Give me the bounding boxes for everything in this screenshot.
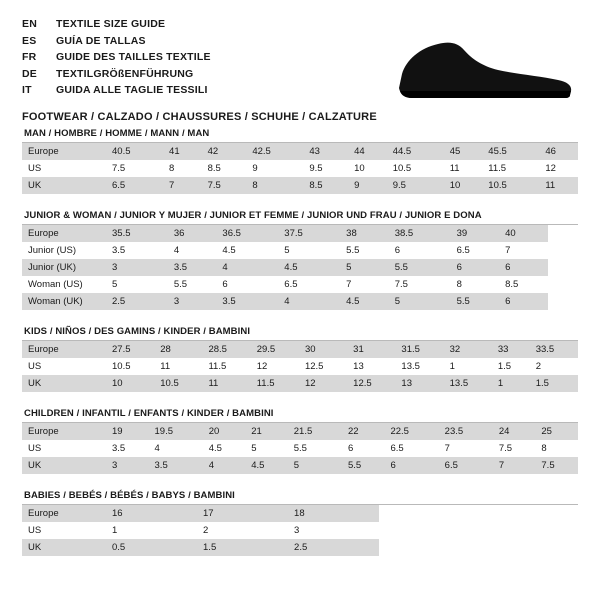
table-row (22, 522, 578, 539)
size-cell: 29.5 (251, 341, 299, 358)
size-cell: 1 (492, 375, 530, 392)
size-cell: 8.5 (505, 279, 519, 290)
empty-cell (464, 505, 492, 522)
row-label: US (28, 361, 42, 372)
size-cell: 3.5 (112, 245, 126, 256)
size-cell: 5 (340, 259, 389, 276)
size-cell: 9 (252, 163, 258, 174)
size-cell: 42.5 (246, 143, 303, 160)
size-cell: 28.5 (202, 341, 250, 358)
size-cell: 33 (492, 341, 530, 358)
size-cell: 2.5 (106, 293, 168, 310)
size-cell: 46 (539, 143, 578, 160)
size-cell: 7.5 (112, 163, 126, 174)
size-cell: 33.5 (530, 341, 578, 358)
size-table (22, 505, 578, 556)
size-table (22, 423, 578, 474)
size-cell: 8 (169, 163, 175, 174)
empty-cell (436, 539, 464, 556)
empty-cell (549, 539, 578, 556)
empty-cell (548, 259, 563, 276)
size-cell: 42 (202, 143, 247, 160)
size-cell: 12.5 (304, 361, 324, 372)
empty-cell (548, 242, 563, 259)
language-code: IT (22, 84, 32, 96)
size-cell: 2 (203, 525, 209, 536)
empty-cell (563, 225, 578, 242)
size-block (22, 128, 578, 194)
size-cell: 5 (112, 279, 118, 290)
size-cell: 1.5 (497, 361, 512, 372)
size-cell: 11.5 (251, 375, 299, 392)
dress-shoe-icon (394, 34, 574, 104)
size-cell: 10.5 (392, 163, 412, 174)
size-cell: 10.5 (154, 375, 202, 392)
size-cell: 11.5 (488, 163, 507, 174)
size-cell: 10.5 (482, 177, 539, 194)
row-label: Woman (US) (28, 279, 83, 290)
table-row (22, 225, 578, 242)
size-cell: 22 (342, 423, 385, 440)
size-cell: 5.5 (451, 293, 500, 310)
size-cell: 6 (222, 279, 228, 290)
language-title: GUIDE DES TAILLES TEXTILE (56, 51, 211, 63)
size-cell: 44.5 (387, 143, 444, 160)
size-cell: 6.5 (390, 443, 404, 454)
size-table (22, 341, 578, 392)
size-cell: 45 (444, 143, 483, 160)
size-cell: 4.5 (340, 293, 389, 310)
row-label: Woman (UK) (22, 293, 106, 310)
empty-cell (493, 522, 521, 539)
size-cell: 10.5 (112, 361, 131, 372)
size-cell: 6 (347, 443, 354, 454)
table-row (22, 423, 578, 440)
size-block-title: CHILDREN / INFANTIL / ENFANTS / KINDER / BAMBINI (24, 408, 274, 419)
size-block-title: MAN / HOMBRE / HOMME / MANN / MAN (24, 128, 210, 139)
row-label: Europe (22, 225, 106, 242)
size-cell: 18 (288, 505, 379, 522)
size-cell: 11 (449, 163, 460, 174)
table-row (22, 341, 578, 358)
size-cell: 8 (456, 279, 462, 290)
size-cell: 13 (353, 361, 364, 372)
size-table (22, 143, 578, 194)
empty-cell (521, 505, 549, 522)
size-block-title: KIDS / NIÑOS / DES GAMINS / KINDER / BAMBINI (24, 326, 251, 337)
size-cell: 12 (256, 361, 268, 372)
row-label: Europe (22, 505, 106, 522)
size-cell: 7.5 (394, 279, 408, 290)
size-cell: 12 (545, 163, 556, 174)
row-label: Europe (22, 143, 106, 160)
size-cell: 38.5 (389, 225, 451, 242)
size-cell: 3 (106, 457, 149, 474)
size-cell: 32 (444, 341, 492, 358)
row-label: UK (22, 457, 106, 474)
size-cell: 12.5 (347, 375, 395, 392)
row-label: Junior (US) (28, 245, 77, 256)
size-cell: 35.5 (106, 225, 168, 242)
size-cell: 5 (284, 245, 290, 256)
language-title: TEXTILE SIZE GUIDE (56, 18, 166, 30)
empty-cell (563, 242, 578, 259)
row-label: UK (22, 539, 106, 556)
size-cell: 6.5 (439, 457, 493, 474)
size-cell: 41 (163, 143, 202, 160)
size-cell: 6.5 (106, 177, 163, 194)
empty-cell (521, 539, 549, 556)
language-row (22, 49, 211, 66)
size-cell: 2 (535, 361, 541, 372)
size-cell: 5.5 (293, 443, 307, 454)
size-cell: 7 (163, 177, 202, 194)
size-cell: 31 (347, 341, 395, 358)
table-row (22, 259, 578, 276)
size-cell: 4 (216, 259, 278, 276)
empty-cell (548, 276, 563, 293)
row-label: US (28, 163, 42, 174)
size-cell: 6 (394, 245, 400, 256)
size-cell: 31.5 (395, 341, 443, 358)
size-cell: 3 (294, 525, 300, 536)
size-cell: 21 (245, 423, 288, 440)
table-row (22, 293, 578, 310)
size-cell: 2.5 (288, 539, 379, 556)
size-cell: 3.5 (149, 457, 203, 474)
size-cell: 1 (112, 525, 118, 536)
size-cell: 1 (449, 361, 455, 372)
empty-cell (493, 505, 521, 522)
size-cell: 9 (348, 177, 387, 194)
size-cell: 13.5 (401, 361, 420, 372)
size-cell: 25 (535, 423, 578, 440)
size-block (22, 490, 578, 556)
size-cell: 27.5 (106, 341, 154, 358)
row-label: Europe (22, 423, 106, 440)
size-cell: 5.5 (173, 279, 188, 290)
size-cell: 24 (493, 423, 536, 440)
row-label: UK (22, 375, 106, 392)
row-label: US (28, 525, 42, 536)
empty-cell (407, 522, 435, 539)
table-row (22, 276, 578, 293)
language-title-list (22, 16, 211, 99)
table-row (22, 375, 578, 392)
size-cell: 44 (348, 143, 387, 160)
size-cell: 7 (444, 443, 450, 454)
size-cell: 4.5 (278, 259, 340, 276)
size-cell: 37.5 (278, 225, 340, 242)
size-cell: 7 (493, 457, 536, 474)
size-cell: 10 (444, 177, 483, 194)
language-title: TEXTILGRÖßENFÜHRUNG (56, 67, 194, 80)
size-blocks (22, 128, 578, 556)
row-label: Europe (22, 341, 106, 358)
size-cell: 22.5 (384, 423, 438, 440)
size-cell: 4 (278, 293, 340, 310)
language-code: FR (22, 51, 37, 63)
empty-cell (563, 276, 578, 293)
language-row (22, 82, 211, 99)
size-table (22, 225, 578, 310)
empty-cell (493, 539, 521, 556)
table-row (22, 143, 578, 160)
size-cell: 4.5 (208, 443, 222, 454)
size-cell: 8.5 (303, 177, 348, 194)
empty-cell (436, 505, 464, 522)
empty-cell (464, 522, 492, 539)
empty-cell (521, 522, 549, 539)
empty-cell (563, 259, 578, 276)
size-cell: 11.5 (208, 361, 227, 372)
table-row (22, 242, 578, 259)
size-cell: 19 (106, 423, 149, 440)
size-cell: 6 (499, 293, 548, 310)
size-cell: 8.5 (207, 163, 221, 174)
table-row (22, 539, 578, 556)
size-cell: 40 (499, 225, 548, 242)
size-cell: 7 (505, 245, 511, 256)
size-cell: 1.5 (197, 539, 288, 556)
row-label: UK (22, 177, 106, 194)
size-cell: 3.5 (112, 443, 126, 454)
size-block (22, 408, 578, 474)
size-cell: 3 (168, 293, 217, 310)
size-cell: 8 (541, 443, 547, 454)
size-cell: 21.5 (288, 423, 342, 440)
size-cell: 30 (299, 341, 347, 358)
size-cell: 4 (173, 245, 180, 256)
size-cell: 9.5 (387, 177, 444, 194)
size-cell: 13.5 (444, 375, 492, 392)
table-row (22, 358, 578, 375)
size-cell: 20 (203, 423, 246, 440)
size-cell: 4 (203, 457, 246, 474)
table-row (22, 440, 578, 457)
empty-cell (548, 293, 563, 310)
size-cell: 11 (160, 361, 171, 372)
table-row (22, 505, 578, 522)
size-cell: 40.5 (106, 143, 163, 160)
language-row (22, 33, 211, 50)
table-row (22, 457, 578, 474)
size-cell: 7.5 (535, 457, 578, 474)
size-cell: 10 (354, 163, 365, 174)
size-cell: 28 (154, 341, 202, 358)
size-cell: 7.5 (202, 177, 247, 194)
size-block-title: BABIES / BEBÉS / BÉBÉS / BABYS / BAMBINI (24, 490, 235, 501)
size-cell: 6.5 (456, 245, 470, 256)
size-cell: 8 (246, 177, 303, 194)
size-cell: 13 (395, 375, 443, 392)
size-cell: 39 (451, 225, 500, 242)
size-cell: 16 (106, 505, 197, 522)
language-code: EN (22, 18, 37, 30)
empty-cell (436, 522, 464, 539)
empty-cell (464, 539, 492, 556)
language-row (22, 66, 211, 83)
size-cell: 0.5 (106, 539, 197, 556)
row-label: US (28, 443, 42, 454)
size-cell: 6 (451, 259, 500, 276)
size-block-title: JUNIOR & WOMAN / JUNIOR Y MUJER / JUNIOR ET FEMME / JUNIOR UND FRAU / JUNIOR E DONA (24, 210, 482, 221)
size-cell: 5 (389, 293, 451, 310)
size-cell: 5.5 (342, 457, 385, 474)
size-cell: 12 (299, 375, 347, 392)
empty-cell (379, 522, 407, 539)
row-label: Junior (UK) (22, 259, 106, 276)
size-cell: 5 (251, 443, 257, 454)
language-title: GUIDA ALLE TAGLIE TESSILI (56, 84, 208, 96)
size-cell: 1.5 (530, 375, 578, 392)
page-title: FOOTWEAR / CALZADO / CHAUSSURES / SCHUHE / CALZATURE (22, 110, 377, 123)
table-row (22, 160, 578, 177)
size-cell: 7.5 (498, 443, 513, 454)
language-title: GUÍA DE TALLAS (56, 34, 146, 47)
empty-cell (549, 522, 578, 539)
size-cell: 11 (539, 177, 578, 194)
size-cell: 36.5 (216, 225, 278, 242)
size-cell: 9.5 (309, 163, 323, 174)
language-code: DE (22, 67, 37, 80)
empty-cell (549, 505, 578, 522)
size-cell: 45.5 (482, 143, 539, 160)
empty-cell (407, 505, 435, 522)
size-cell: 6 (499, 259, 548, 276)
size-cell: 43 (303, 143, 348, 160)
empty-cell (379, 539, 407, 556)
size-cell: 4.5 (245, 457, 288, 474)
size-cell: 5.5 (346, 245, 360, 256)
size-cell: 17 (197, 505, 288, 522)
size-cell: 7 (346, 279, 352, 290)
size-cell: 5 (288, 457, 342, 474)
size-cell: 4.5 (222, 245, 236, 256)
size-block (22, 326, 578, 392)
language-row (22, 16, 211, 33)
size-cell: 19.5 (149, 423, 203, 440)
size-cell: 36 (168, 225, 217, 242)
size-cell: 6 (384, 457, 438, 474)
page-header (22, 16, 578, 123)
table-row (22, 177, 578, 194)
size-cell: 3.5 (168, 259, 217, 276)
size-cell: 11 (202, 375, 250, 392)
size-cell: 23.5 (439, 423, 493, 440)
size-cell: 38 (340, 225, 389, 242)
size-cell: 10 (106, 375, 154, 392)
size-cell: 3.5 (216, 293, 278, 310)
size-block (22, 210, 578, 310)
size-cell: 3 (106, 259, 168, 276)
empty-cell (548, 225, 563, 242)
empty-cell (407, 539, 435, 556)
size-cell: 4 (154, 443, 160, 454)
empty-cell (379, 505, 407, 522)
size-cell: 6.5 (284, 279, 298, 290)
empty-cell (563, 293, 578, 310)
language-code: ES (22, 34, 37, 47)
size-cell: 5.5 (389, 259, 451, 276)
